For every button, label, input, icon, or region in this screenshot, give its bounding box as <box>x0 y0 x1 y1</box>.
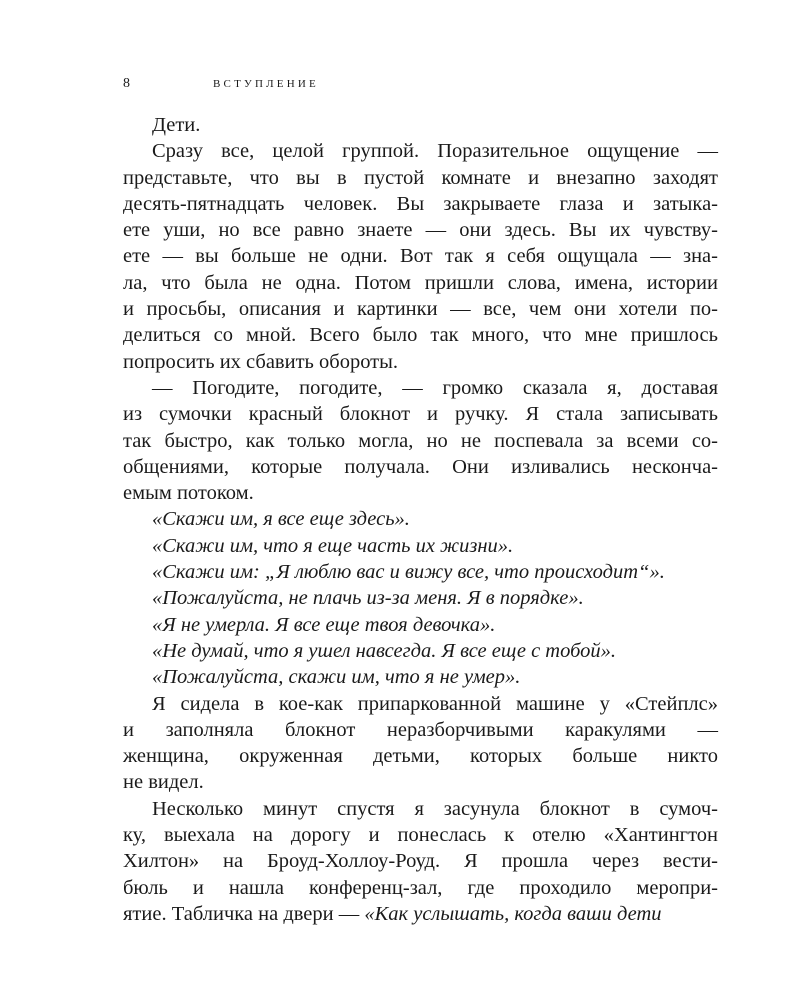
text-line: общениями, которые получала. Они изливались несконча- <box>123 455 718 478</box>
quote-line: «Не думай, что я ушел навсегда. Я все еще с тобой». <box>152 639 616 662</box>
running-head <box>123 74 723 94</box>
quote-line: «Скажи им: „Я люблю вас и вижу все, что происходит“». <box>152 561 665 584</box>
section-title: ВСТУПЛЕНИЕ <box>213 78 319 90</box>
text-line: Несколько минут спустя я засунула блокнот в сумоч- <box>152 797 718 820</box>
text-segment: ятие. Табличка на двери — <box>123 902 365 925</box>
quote-line: «Я не умерла. Я все еще твоя девочка». <box>152 613 496 636</box>
text-line: ете — вы больше не одни. Вот так я себя ощущала — зна- <box>123 245 718 268</box>
text-line: попросить их сбавить обороты. <box>123 350 399 373</box>
text-line: Я сидела в кое-как припаркованной машине у «Стейплс» <box>152 692 718 715</box>
text-line: так быстро, как только могла, но не поспевала за всеми со- <box>123 429 718 452</box>
quote-line: «Пожалуйста, скажи им, что я не умер». <box>152 666 521 689</box>
text-line: не видел. <box>123 771 204 794</box>
text-line: Сразу все, целой группой. Поразительное ощущение — <box>152 140 718 163</box>
text-line: и просьбы, описания и картинки — все, чем они хотели по- <box>123 298 718 321</box>
text-line: Хилтон» на Броуд-Холлоу-Роуд. Я прошла через вести- <box>123 850 718 873</box>
text-line: — Погодите, погодите, — громко сказала я, доставая <box>152 376 718 399</box>
quote-line: «Скажи им, что я еще часть их жизни». <box>152 534 514 557</box>
text-line: делиться со мной. Всего было так много, что мне пришлось <box>123 324 718 347</box>
text-line: емым потоком. <box>123 482 254 505</box>
quote-line: «Пожалуйста, не плачь из-за меня. Я в порядке». <box>152 587 584 610</box>
text-line: и заполняла блокнот неразборчивыми каракулями — <box>123 718 718 741</box>
text-line <box>123 901 718 927</box>
text-line: женщина, окруженная детьми, которых больше никто <box>123 745 718 768</box>
text-line: ла, что была не одна. Потом пришли слова, имена, истории <box>123 271 718 294</box>
text-line: ку, выехала на дорогу и понеслась к отелю «Хантингтон <box>123 824 718 847</box>
body-text <box>123 112 718 927</box>
text-line: из сумочки красный блокнот и ручку. Я стала записывать <box>123 403 718 426</box>
text-line: бюль и нашла конференц-зал, где проходило меропри- <box>123 876 718 899</box>
quote-line: «Скажи им, я все еще здесь». <box>152 508 410 531</box>
page-number: 8 <box>123 76 130 91</box>
text-line: ете уши, но все равно знаете — они здесь. Вы их чувству- <box>123 219 718 242</box>
text-line: десять-пятнадцать человек. Вы закрываете глаза и затыка- <box>123 192 718 215</box>
text-line: представьте, что вы в пустой комнате и внезапно заходят <box>123 166 718 189</box>
text-line: Дети. <box>152 114 201 136</box>
italic-title-segment: «Как услышать, когда ваши дети <box>364 902 662 925</box>
